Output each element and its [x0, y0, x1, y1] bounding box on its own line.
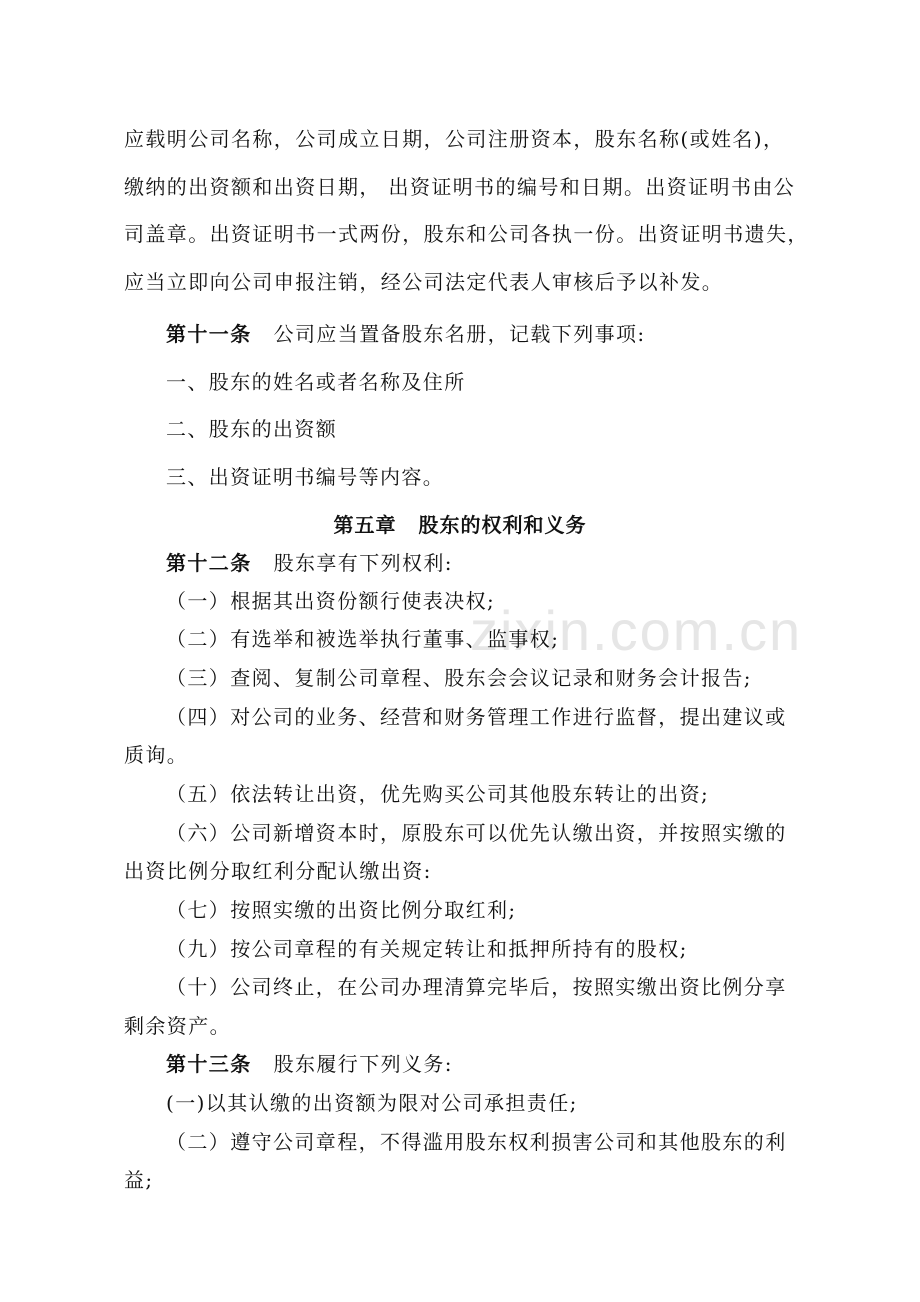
paragraph-line: 司盖章。出资证明书一式两份，股东和公司各执一份。出资证明书遗失， — [124, 222, 809, 246]
list-item: （一）根据其出资份额行使表决权; — [166, 589, 496, 613]
paragraph-line: 缴纳的出资额和出资日期， 出资证明书的编号和日期。出资证明书由公 — [124, 175, 796, 199]
watermark: zixin.com.cn — [470, 599, 803, 662]
article-heading: 第十三条 — [166, 1052, 252, 1076]
article-13 — [166, 1050, 806, 1078]
article-heading: 第十一条 — [166, 322, 252, 346]
list-item: (一)以其认缴的出资额为限对公司承担责任; — [166, 1091, 578, 1115]
list-item-continuation: 质询。 — [124, 743, 189, 767]
list-item: 三、出资证明书编号等内容。 — [166, 465, 445, 489]
list-item: （五）依法转让出资，优先购买公司其他股东转让的出资; — [166, 782, 710, 806]
paragraph-line: 应载明公司名称，公司成立日期，公司注册资本，股东名称(或姓名)， — [124, 127, 785, 151]
list-item-continuation: 益; — [124, 1168, 154, 1192]
article-11 — [166, 320, 806, 348]
list-item: （七）按照实缴的出资比例分取红利; — [166, 898, 517, 922]
chapter-number: 第五章 — [333, 513, 397, 537]
article-heading: 第十二条 — [166, 551, 252, 575]
list-item: 一、股东的姓名或者名称及住所 — [166, 370, 466, 394]
list-item: 二、股东的出资额 — [166, 417, 338, 441]
list-item: （十）公司终止，在公司办理清算完毕后，按照实缴出资比例分享 — [166, 975, 787, 999]
list-item-continuation: 出资比例分取红利分配认缴出资: — [124, 859, 432, 883]
list-item: （六）公司新增资本时，原股东可以优先认缴出资，并按照实缴的 — [166, 821, 787, 845]
list-item: （四）对公司的业务、经营和财务管理工作进行监督，提出建议或 — [166, 705, 787, 729]
chapter-title — [0, 511, 920, 539]
list-item-continuation: 剩余资产。 — [124, 1014, 231, 1038]
article-12 — [166, 549, 806, 577]
chapter-subtitle: 股东的权利和义务 — [418, 513, 587, 537]
list-item: （三）查阅、复制公司章程、股东会会议记录和财务会计报告; — [166, 666, 752, 690]
article-text: 股东享有下列权利: — [273, 551, 453, 575]
list-item: （二）有选举和被选举执行董事、监事权; — [166, 627, 560, 651]
paragraph-line: 应当立即向公司申报注销，经公司法定代表人审核后予以补发。 — [124, 270, 724, 294]
article-text: 股东履行下列义务: — [273, 1052, 453, 1076]
list-item: （九）按公司章程的有关规定转让和抵押所持有的股权; — [166, 937, 688, 961]
list-item: （二）遵守公司章程，不得滥用股东权利损害公司和其他股东的利 — [166, 1130, 787, 1154]
article-text: 公司应当置备股东名册，记载下列事项: — [273, 322, 646, 346]
